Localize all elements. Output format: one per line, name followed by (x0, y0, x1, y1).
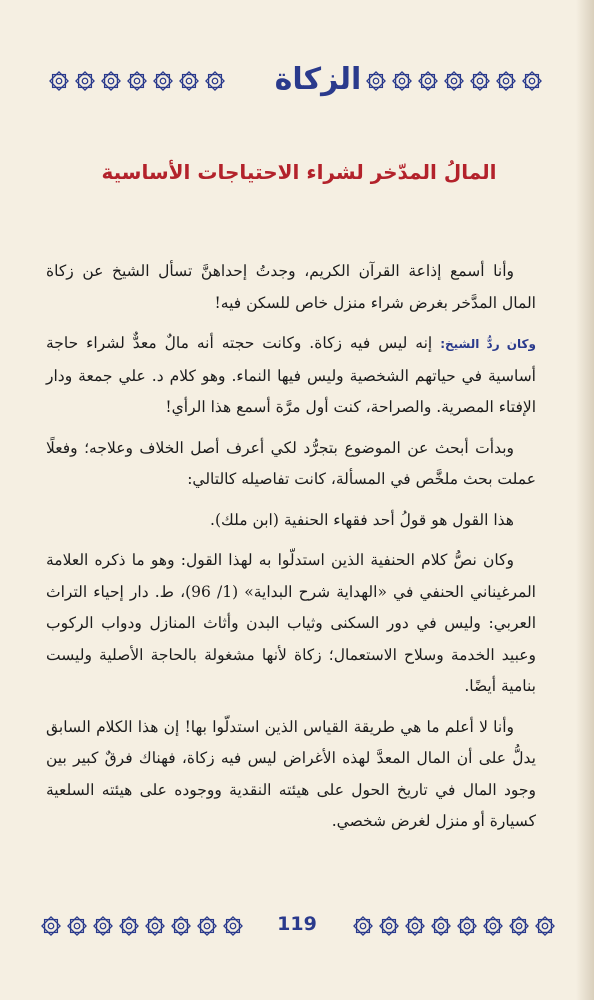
star-ornament-icon (222, 915, 244, 937)
star-ornament-icon (404, 915, 426, 937)
star-ornament-icon (352, 915, 374, 937)
paragraph-lead: وكان ردُّ الشيخ: (440, 337, 536, 351)
star-ornament-icon (508, 915, 530, 937)
star-ornament-icon (469, 70, 491, 92)
running-header-title: الزكاة (274, 62, 362, 97)
star-ornament-icon (196, 915, 218, 937)
page-number: 119 (277, 913, 317, 935)
header-ornament-right (365, 70, 543, 92)
star-ornament-icon (92, 915, 114, 937)
star-ornament-icon (378, 915, 400, 937)
star-ornament-icon (365, 70, 387, 92)
star-ornament-icon (126, 70, 148, 92)
star-ornament-icon (417, 70, 439, 92)
star-ornament-icon (456, 915, 478, 937)
page-edge (576, 0, 594, 1000)
paragraph-hanafi-text: وكان نصُّ كلام الحنفية الذين استدلّوا به لهذا القول: وهو ما ذكره العلامة المرغيناني الحنفي في «الهداية شرح البداية» (1/ 96)، ط. دار إحياء التراث العربي: وليس في دور السكنى وثياب البدن وأثاث المنازل ودواب الركوب وعبيد الخدمة وسلاح الاستعمال؛ زكاة لأنها مشغولة بالحاجة الأصلية وليست بنامية أيضًا. (46, 551, 537, 695)
star-ornament-icon (66, 915, 88, 937)
header-ornament-left (48, 70, 226, 92)
paragraph-sheikh-answer-text: إنه ليس فيه زكاة. وكانت حجته أنه مالٌ معدٌّ لشراء حاجة أساسية في حياتهم الشخصية وليس فيها النماء. وهو كلام د. علي جمعة ودار الإفتاء المصرية. والصراحة، كنت أول مرَّة أسمع هذا الرأي! (46, 334, 536, 416)
star-ornament-icon (430, 915, 452, 937)
paragraph-analysis: وأنا لا أعلم ما هي طريقة القياس الذين استدلّوا بها! إن هذا الكلام السابق يدلُّ على أن المال المعدَّ لهذه الأغراض ليس فيه زكاة، فهناك فرقٌ كبير بين وجود المال في تاريخ الحول على هيئته النقدية ووجوده على هيئته السلعية كسيارة أو منزل لغرض شخصي. (46, 717, 536, 830)
paragraph-research: وبدأت أبحث عن الموضوع بتجرُّد لكي أعرف أصل الخلاف وعلاجه؛ وفعلًا عملت بحث ملخَّص في المسألة، كانت تفاصيله كالتالي: (46, 438, 536, 488)
paragraph-question: وأنا أسمع إذاعة القرآن الكريم، وجدتُ إحداهنَّ تسأل الشيخ عن زكاة المال المدَّخر بغرض شراء منزل خاص للسكن فيه! (46, 262, 536, 312)
star-ornament-icon (495, 70, 517, 92)
star-ornament-icon (178, 70, 200, 92)
footer-ornament-right (352, 915, 556, 937)
star-ornament-icon (100, 70, 122, 92)
star-ornament-icon (40, 915, 62, 937)
footer-ornament-left (40, 915, 244, 937)
star-ornament-icon (144, 915, 166, 937)
star-ornament-icon (391, 70, 413, 92)
paragraph-opinion: هذا القول هو قولُ أحد فقهاء الحنفية (ابن ملك). (210, 510, 514, 529)
star-ornament-icon (152, 70, 174, 92)
star-ornament-icon (74, 70, 96, 92)
star-ornament-icon (118, 915, 140, 937)
star-ornament-icon (534, 915, 556, 937)
body-text (46, 256, 536, 847)
chapter-title: المالُ المدّخر لشراء الاحتياجات الأساسية (101, 160, 497, 184)
star-ornament-icon (204, 70, 226, 92)
star-ornament-icon (443, 70, 465, 92)
star-ornament-icon (170, 915, 192, 937)
paragraph-sheikh-answer (46, 328, 536, 424)
star-ornament-icon (521, 70, 543, 92)
star-ornament-icon (48, 70, 70, 92)
star-ornament-icon (482, 915, 504, 937)
